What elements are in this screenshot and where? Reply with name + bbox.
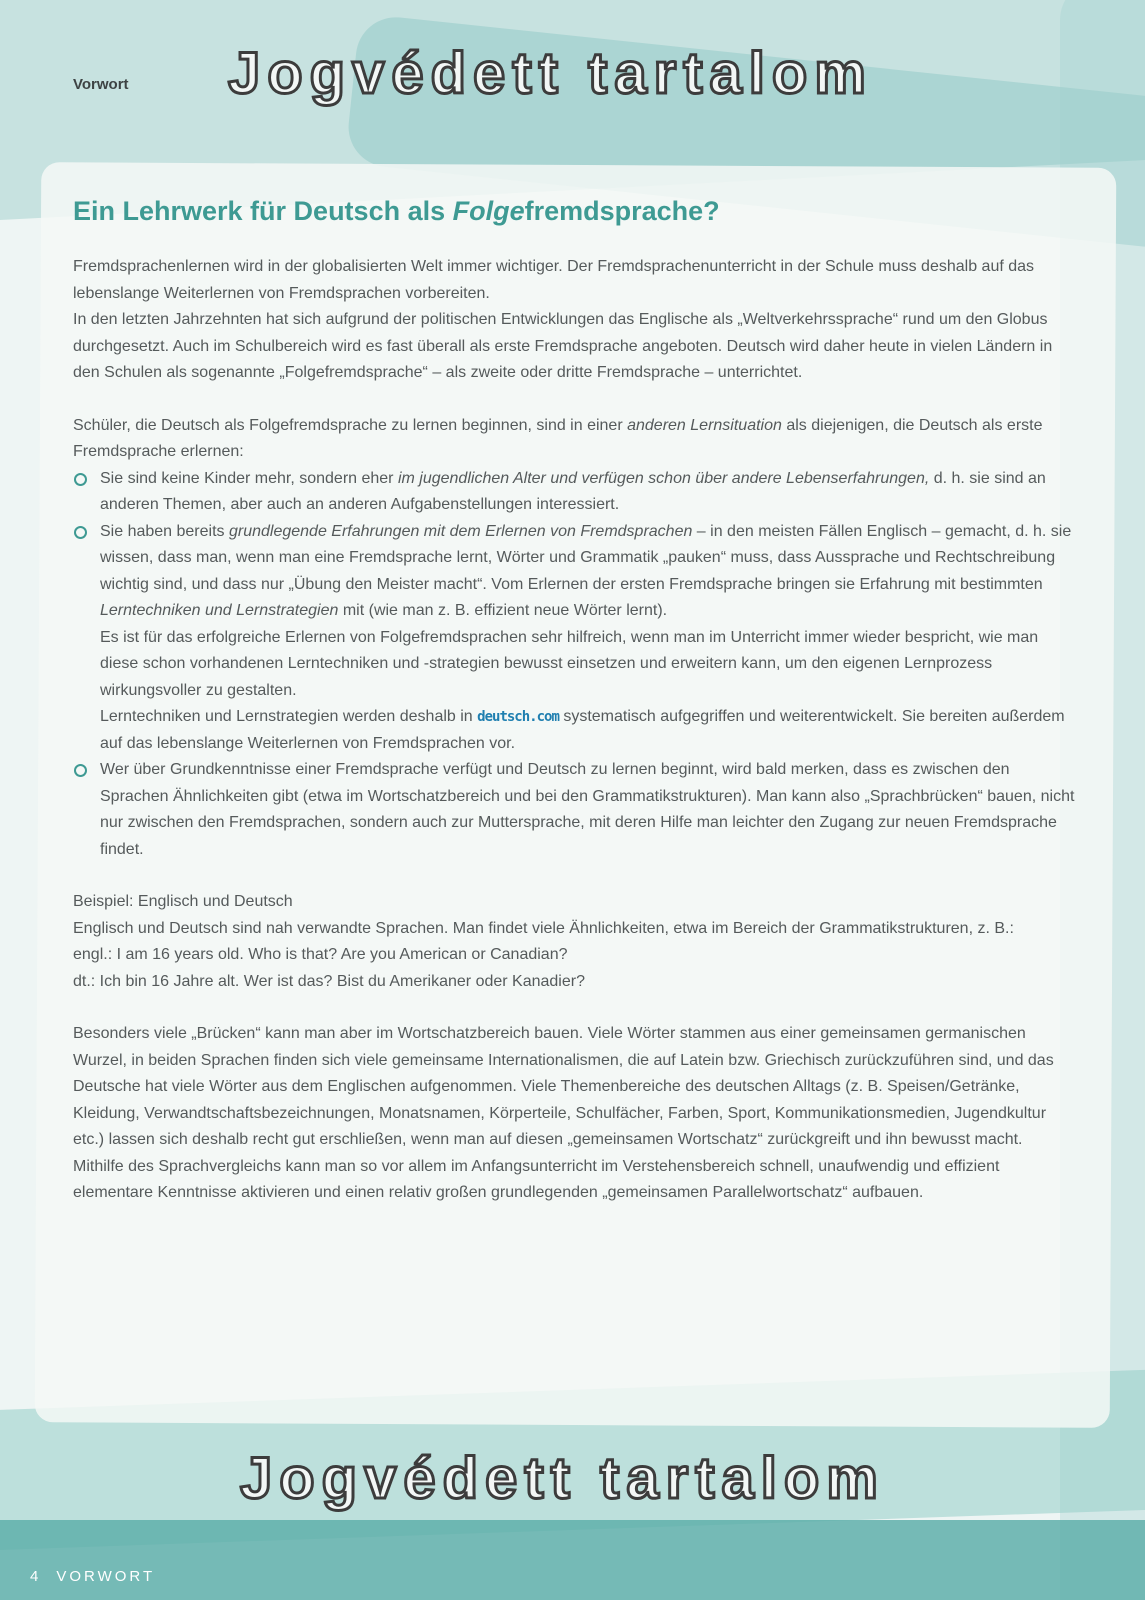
deutsch-com-logo: deutsch.com xyxy=(477,709,559,725)
list-item xyxy=(73,519,1078,758)
watermark-bottom: Jogvédett tartalom xyxy=(240,1446,885,1511)
text-run: als diejenigen, die Deutsch als erste Fremdsprache erlernen: xyxy=(73,416,1043,460)
list-item xyxy=(73,466,1078,519)
example-german: dt.: Ich bin 16 Jahre alt. Wer ist das? Bist du Amerikaner oder Kanadier? xyxy=(73,972,585,990)
text-italic: anderen Lernsituation xyxy=(627,416,782,434)
footer-label: VORWORT xyxy=(56,1568,156,1585)
example-english: engl.: I am 16 years old. Who is that? Are you American or Canadian? xyxy=(73,946,568,963)
bullet-circle-icon xyxy=(74,526,87,539)
bullet-circle-icon xyxy=(74,764,87,777)
page-number: 4 xyxy=(30,1568,39,1585)
title-part: fremdsprache? xyxy=(524,196,720,226)
paragraph: Mithilfe des Sprachvergleichs kann man so vor allem im Anfangsunterricht im Verstehensbereich schnell, unaufwendig und effizient elementare Kenntnisse aktivieren und einen relativ großen grundlegenden „gemeinsamen Parallelwortschatz“ aufbauen. xyxy=(73,1157,1000,1201)
text-run: Schüler, die Deutsch als Folgefremdsprache zu lernen beginnen, sind in einer xyxy=(73,416,628,434)
text-run: Lerntechniken und Lernstrategien werden deshalb in xyxy=(100,708,478,725)
title-italic: Folge xyxy=(452,196,525,226)
text-run: Wer über Grundkenntnisse einer Fremdsprache verfügt und Deutsch zu lernen beginnt, wird bald merken, dass es zwischen den Sprachen Ähnlichkeiten gibt (etwa im Wortschatzbereich und bei den Grammatikstrukturen). Man kann also „Sprachbrücken“ bauen, nicht nur zwischen den Fremdsprachen, sondern auch zur Muttersprache, mit deren Hilfe man leichter den Zugang zur neuen Fremdsprache findet. xyxy=(100,761,1075,858)
text-italic: im jugendlichen Alter und verfügen schon über andere Lebenserfahrungen, xyxy=(397,469,930,487)
page-footer xyxy=(30,1568,155,1585)
example-heading: Beispiel: Englisch und Deutsch xyxy=(73,893,293,910)
list-item xyxy=(73,757,1078,863)
paragraph xyxy=(73,413,1078,466)
paragraph xyxy=(100,519,1078,625)
text-run: – in den meisten Fällen Englisch – gemacht, d. h. sie wissen, dass man, wenn man eine Fremdsprache lernt, Wörter und Grammatik „pauken“ muss, dass Aussprache und Rechtschreibung wichtig sind, und dass nur „Übung den Meister macht“. Vom Erlernen der ersten Fremdsprache bringen sie Erfahrung mit bestimmten xyxy=(100,522,1072,593)
watermark-top: Jogvédett tartalom xyxy=(228,41,873,106)
paragraph: Fremdsprachenlernen wird in der globalisierten Welt immer wichtiger. Der Fremdsprachenunterricht in der Schule muss deshalb auf das lebenslange Weiterlernen von Fremdsprachen vorbereiten. xyxy=(73,258,1035,302)
paragraph xyxy=(100,704,1078,757)
title-part: Ein Lehrwerk für Deutsch als xyxy=(73,196,453,226)
text-run: systematisch aufgegriffen und weiterentwickelt. Sie bereiten außerdem auf das lebenslange Weiterlernen von Fremdsprachen vor. xyxy=(100,708,1065,752)
paragraph: In den letzten Jahrzehnten hat sich aufgrund der politischen Entwicklungen das Englische als „Weltverkehrssprache“ rund um den Globus durchgesetzt. Auch im Schulbereich wird es fast überall als erste Fremdsprache angeboten. Deutsch wird daher heute in vielen Ländern in den Schulen als sogenannte „Folgefremdsprache“ – als zweite oder dritte Fremdsprache – unterrichtet. xyxy=(73,311,1053,381)
text-run: mit (wie man z. B. effizient neue Wörter lernt). xyxy=(338,602,668,619)
text-italic: Lerntechniken und Lernstrategien xyxy=(100,602,339,619)
text-italic: grundlegende Erfahrungen mit dem Erlernen von Fremdsprachen xyxy=(228,522,693,540)
text-run: d. h. sie sind an anderen Themen, aber auch an anderen Aufgabenstellungen interessiert. xyxy=(100,469,1046,513)
section-label: Vorwort xyxy=(73,76,129,93)
body-text xyxy=(73,254,1078,1207)
text-run: Sie haben bereits xyxy=(100,522,229,540)
bullet-list xyxy=(73,466,1078,864)
paragraph: Es ist für das erfolgreiche Erlernen von Folgefremdsprachen sehr hilfreich, wenn man im Unterricht immer wieder bespricht, wie man diese schon vorhandenen Lerntechniken und -strategien bewusst einsetzen und erweitern kann, um den eigenen Lernprozess wirkungsvoller zu gestalten. xyxy=(100,628,1039,699)
bullet-circle-icon xyxy=(74,473,87,486)
paragraph: Besonders viele „Brücken“ kann man aber im Wortschatzbereich bauen. Viele Wörter stammen aus einer gemeinsamen germanischen Wurzel, in beiden Sprachen finden sich viele gemeinsame Internationalismen, die auf Latein bzw. Griechisch zurückzuführen sind, und das Deutsche hat viele Wörter aus dem Englischen aufgenommen. Viele Themenbereiche des deutschen Alltags (z. B. Speisen/Getränke, Kleidung, Verwandtschaftsbezeichnungen, Monatsnamen, Körperteile, Schulfächer, Farben, Sport, Kommunikationsmedien, Jugendkultur etc.) lassen sich deshalb recht gut erschließen, wenn man auf diesen „gemeinsamen Wortschatz“ zurückgreift und ihn bewusst macht. xyxy=(73,1025,1054,1148)
text-run: Sie sind keine Kinder mehr, sondern eher xyxy=(100,469,398,487)
paragraph: Englisch und Deutsch sind nah verwandte Sprachen. Man findet viele Ähnlichkeiten, etwa im Bereich der Grammatikstrukturen, z. B.: xyxy=(73,919,1014,937)
page-title xyxy=(73,196,720,227)
